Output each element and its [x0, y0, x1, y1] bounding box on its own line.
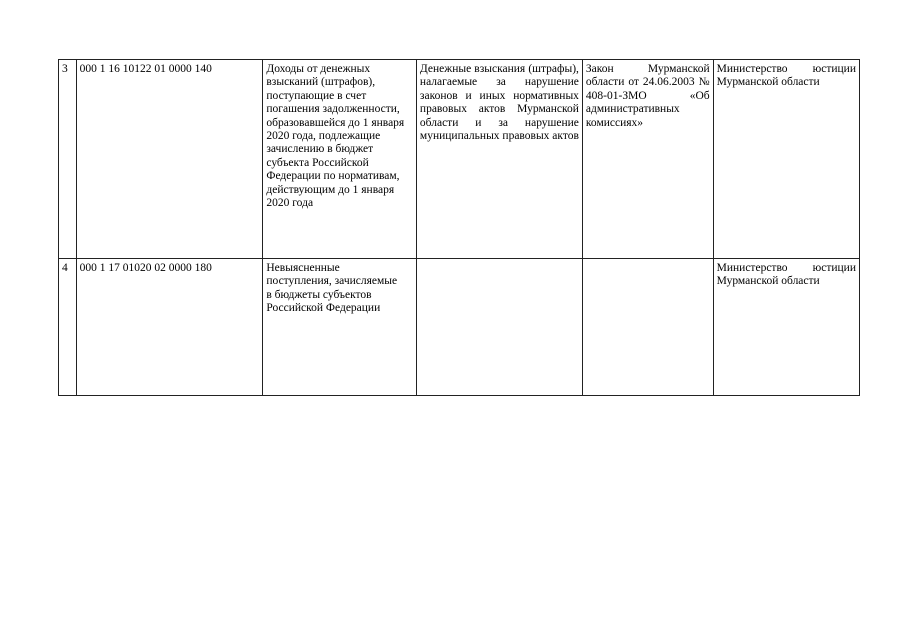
row-number-cell — [59, 259, 77, 396]
table-row — [59, 259, 860, 396]
revenue-name: Доходы от денежных взысканий (штрафов), поступающие в счет погашения задолженности, образовавшейся до 1 января 2020 года, подлежащие зачислению в бюджет субъекта Российской Федерации по нормативам, действующим до 1 января 2020 года — [266, 63, 405, 210]
revenue-name: Невыясненные поступления, зачисляемые в бюджеты субъектов Российской Федерации — [266, 262, 398, 315]
table-row — [59, 60, 860, 259]
revenue-description: Денежные взыскания (штрафы), налагаемые за нарушение законов и иных нормативных правовых актов Мурманской области и за нарушение муниципальных правовых актов — [419, 63, 579, 143]
budget-code-cell — [76, 259, 263, 396]
row-number-cell — [59, 60, 77, 259]
budget-classification-code: 000 1 16 10122 01 0000 140 — [79, 63, 212, 75]
revenue-administrator: Министерство юстиции Мурманской области — [716, 262, 856, 288]
revenue-description-cell — [416, 60, 582, 259]
administrator-cell — [713, 259, 859, 396]
row-number: 4 — [62, 262, 68, 274]
administrator-cell — [713, 60, 859, 259]
row-number: 3 — [62, 63, 68, 75]
revenue-administrator: Министерство юстиции Мурманской области — [716, 63, 856, 89]
legal-basis-cell — [582, 259, 713, 396]
budget-classification-code: 000 1 17 01020 02 0000 180 — [79, 262, 212, 274]
revenue-name-cell — [263, 60, 417, 259]
revenue-codes-table — [58, 59, 860, 396]
legal-basis: Закон Мурманской области от 24.06.2003 № 408-01-ЗМО «Об административных комиссиях» — [585, 63, 710, 129]
revenue-name-cell — [263, 259, 417, 396]
revenue-description-cell — [416, 259, 582, 396]
budget-code-cell — [76, 60, 263, 259]
legal-basis-cell — [582, 60, 713, 259]
